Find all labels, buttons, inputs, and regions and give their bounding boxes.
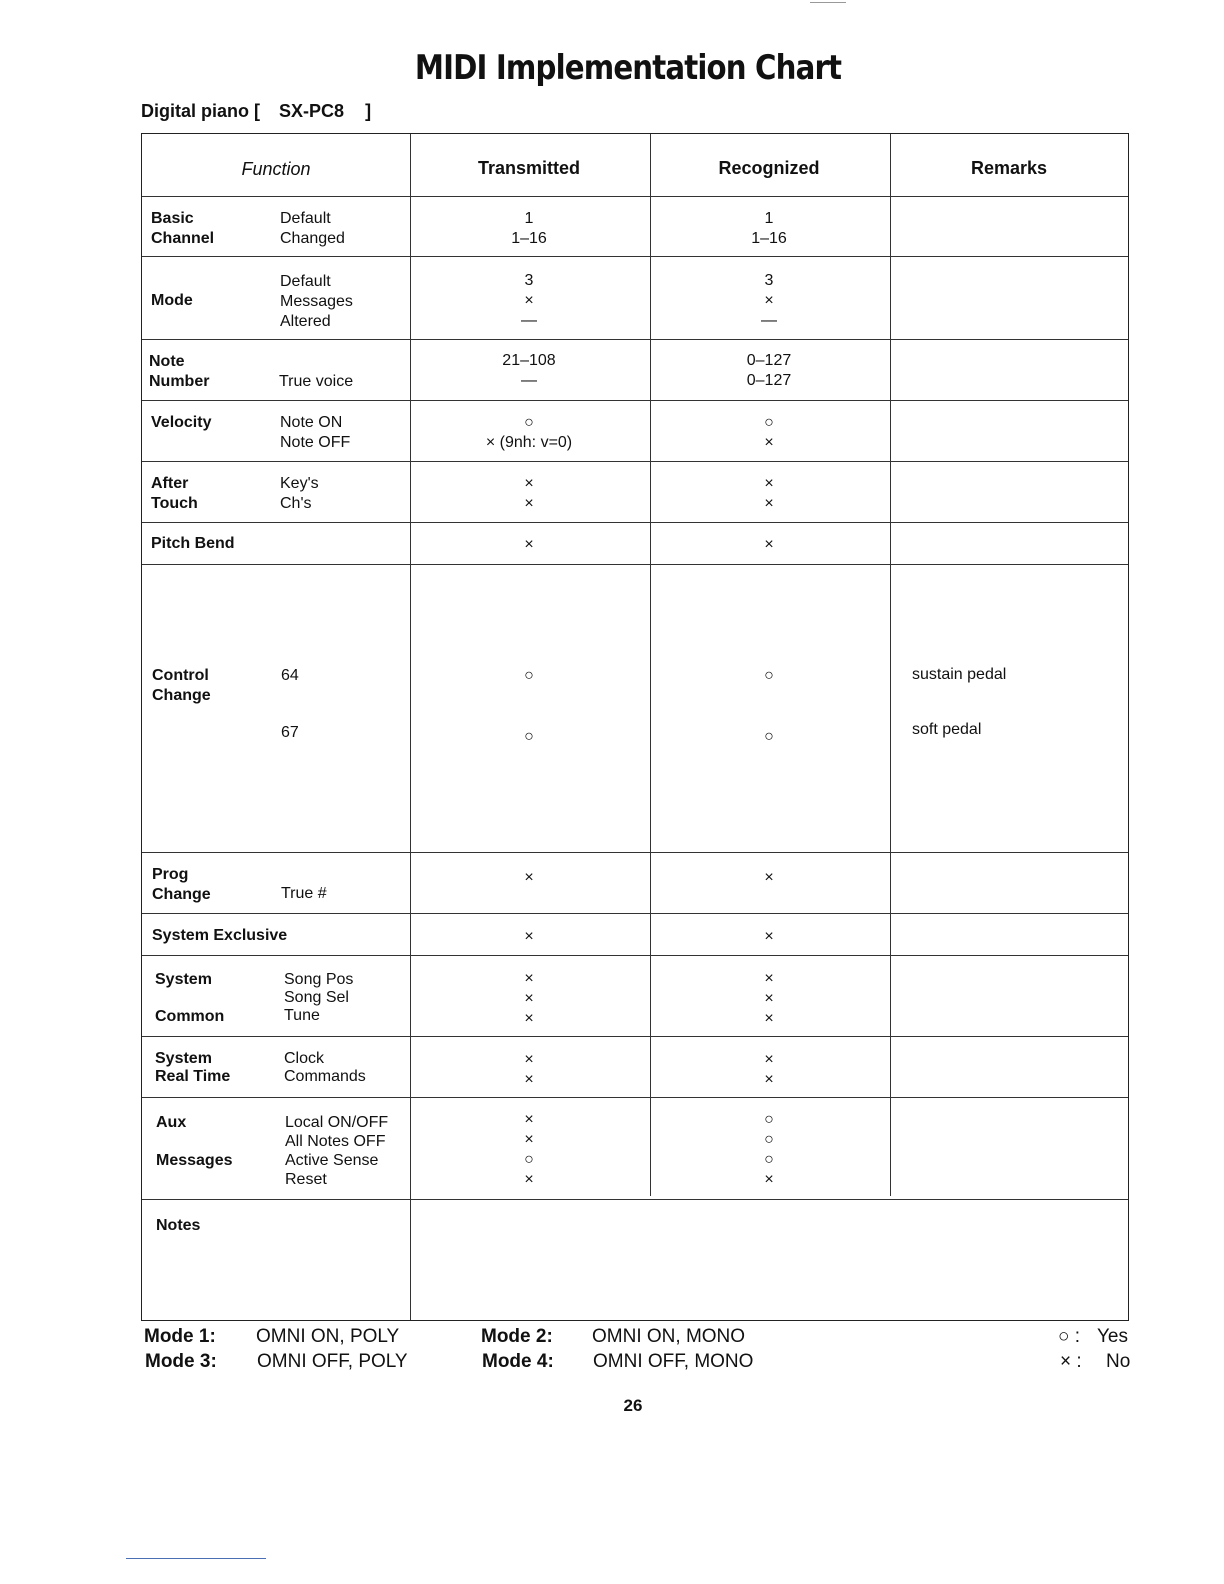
- sub-label: Song Pos: [284, 971, 354, 988]
- cell-value: ×: [524, 1131, 534, 1148]
- cell-value: ×: [764, 1051, 774, 1068]
- row-control-sub-67: 67: [281, 724, 299, 741]
- row-control-sub-64: 64: [281, 667, 299, 684]
- row-control-remark-67: soft pedal: [912, 721, 982, 738]
- row-syscommon-label-2: Common: [155, 1008, 225, 1025]
- row-basic-sub: [280, 209, 345, 249]
- row-mode-label: Mode: [151, 292, 193, 309]
- row-sysex-recognized: ×: [764, 928, 774, 945]
- scan-underline: [126, 1558, 266, 1559]
- sub-label: Clock: [284, 1050, 325, 1067]
- legend-mode3-label: Mode 3:: [145, 1351, 217, 1372]
- row-label-line: Touch: [151, 495, 198, 512]
- row-basic-recognized: [650, 209, 888, 249]
- cell-value: 1: [524, 210, 534, 227]
- row-divider: [142, 1036, 1128, 1037]
- row-aux-recognized: [650, 1110, 888, 1190]
- row-divider: [142, 256, 1128, 257]
- row-syscommon-recognized: [650, 969, 888, 1029]
- row-label-line: Note: [149, 353, 185, 370]
- row-mode-recognized: [650, 271, 888, 331]
- scan-mark: [810, 2, 846, 3]
- row-syscommon-sub: [284, 970, 353, 1026]
- row-divider: [142, 852, 1128, 853]
- header-recognized: Recognized: [718, 158, 820, 178]
- legend-mode3-value: OMNI OFF, POLY: [257, 1351, 408, 1372]
- sub-label: Altered: [280, 313, 331, 330]
- sub-label: Note ON: [280, 414, 343, 431]
- row-aftertouch-transmitted: [410, 474, 648, 514]
- cell-value: —: [521, 312, 537, 329]
- row-pitchbend-label: Pitch Bend: [151, 535, 235, 552]
- row-label-line: After: [151, 475, 189, 492]
- sub-label: Commands: [284, 1068, 366, 1085]
- cell-value: ×: [764, 1171, 774, 1188]
- legend-mode1-value: OMNI ON, POLY: [256, 1326, 400, 1347]
- sub-label: Song Sel: [284, 989, 349, 1006]
- legend-yes-symbol: ○ :: [1058, 1326, 1081, 1347]
- sub-label: Ch's: [280, 495, 312, 512]
- row-note-recognized: [650, 351, 888, 391]
- legend-mode4-value: OMNI OFF, MONO: [593, 1351, 754, 1372]
- row-pitchbend-transmitted: ×: [524, 536, 534, 553]
- cell-value: 0–127: [746, 352, 792, 369]
- cell-value: 1–16: [751, 230, 787, 247]
- sub-label: Tune: [284, 1007, 320, 1024]
- sub-label: Messages: [280, 293, 353, 310]
- row-syscommon-label-1: System: [155, 971, 212, 988]
- row-mode-sub: [280, 272, 353, 332]
- row-control-transmitted-64: ○: [524, 667, 534, 684]
- model-name: SX-PC8: [279, 101, 345, 121]
- sub-label: Default: [280, 273, 331, 290]
- cell-value: ×: [524, 475, 534, 492]
- row-realtime-label: [155, 1049, 230, 1087]
- cell-value: ○: [764, 414, 774, 431]
- row-label-line: Number: [149, 373, 210, 390]
- cell-value: ×: [764, 990, 774, 1007]
- cell-value: ○: [524, 1151, 534, 1168]
- header-transmitted: Transmitted: [477, 158, 581, 178]
- row-prog-sub: True #: [281, 885, 327, 902]
- row-note-sub: True voice: [279, 373, 354, 390]
- subtitle: [141, 101, 371, 122]
- legend-no-text: No: [1106, 1351, 1131, 1372]
- row-label-line: Change: [152, 687, 211, 704]
- row-label-line: Real Time: [155, 1068, 231, 1085]
- row-basic-transmitted: [410, 209, 648, 249]
- legend-mode2-label: Mode 2:: [481, 1326, 553, 1347]
- row-note-label: [149, 352, 209, 392]
- row-aux-sub: [285, 1113, 388, 1190]
- cell-value: ×: [524, 1071, 534, 1088]
- row-control-recognized-64: ○: [764, 667, 774, 684]
- cell-value: 3: [764, 272, 774, 289]
- row-velocity-transmitted: [410, 413, 648, 453]
- cell-value: ×: [524, 1051, 534, 1068]
- subtitle-prefix: Digital piano [: [141, 101, 260, 121]
- row-aux-label-1: Aux: [156, 1114, 187, 1131]
- row-control-recognized-67: ○: [764, 728, 774, 745]
- subtitle-suffix: ]: [365, 101, 372, 121]
- cell-value: × (9nh: v=0): [485, 434, 573, 451]
- sub-label: Active Sense: [285, 1152, 379, 1169]
- row-divider: [142, 1097, 1128, 1098]
- row-divider: [142, 955, 1128, 956]
- cell-value: ×: [764, 1010, 774, 1027]
- cell-value: ×: [524, 970, 534, 987]
- row-divider: [142, 461, 1128, 462]
- midi-chart-table: [141, 133, 1129, 1321]
- legend-yes-text: Yes: [1097, 1326, 1128, 1347]
- cell-value: 1–16: [511, 230, 547, 247]
- cell-value: ×: [524, 292, 534, 309]
- row-prog-recognized: ×: [764, 869, 774, 886]
- row-label-line: Channel: [151, 230, 215, 247]
- legend-mode1-label: Mode 1:: [144, 1326, 216, 1347]
- row-notes-label: Notes: [156, 1217, 201, 1234]
- sub-label: Changed: [280, 230, 345, 247]
- row-prog-label: [152, 865, 211, 905]
- cell-value: ×: [764, 434, 774, 451]
- row-pitchbend-recognized: ×: [764, 536, 774, 553]
- row-velocity-recognized: [650, 413, 888, 453]
- cell-value: ○: [764, 1111, 774, 1128]
- page-title: MIDI Implementation Chart: [414, 48, 842, 88]
- row-realtime-transmitted: [410, 1050, 648, 1090]
- row-syscommon-transmitted: [410, 969, 648, 1029]
- row-realtime-recognized: [650, 1050, 888, 1090]
- cell-value: ○: [764, 1131, 774, 1148]
- cell-value: —: [521, 372, 537, 389]
- cell-value: ×: [524, 1010, 534, 1027]
- row-divider: [142, 400, 1128, 401]
- row-label-line: Basic: [151, 210, 194, 227]
- row-note-transmitted: [410, 351, 648, 391]
- legend-mode4-label: Mode 4:: [482, 1351, 554, 1372]
- cell-value: ○: [524, 414, 534, 431]
- row-label-line: Prog: [152, 866, 189, 883]
- row-sysex-label: System Exclusive: [152, 927, 288, 944]
- sub-label: Key's: [280, 475, 319, 492]
- row-divider-header: [142, 196, 1128, 197]
- row-aux-transmitted: [410, 1110, 648, 1190]
- row-prog-transmitted: ×: [524, 869, 534, 886]
- row-label-line: System: [155, 1050, 212, 1067]
- cell-value: ×: [524, 495, 534, 512]
- row-aux-label-2: Messages: [156, 1152, 233, 1169]
- row-control-label: [152, 666, 211, 706]
- cell-value: ×: [524, 1111, 534, 1128]
- sub-label: Note OFF: [280, 434, 351, 451]
- cell-value: ×: [764, 495, 774, 512]
- cell-value: ×: [524, 990, 534, 1007]
- cell-value: ×: [524, 1171, 534, 1188]
- cell-value: ×: [764, 292, 774, 309]
- cell-value: —: [761, 312, 777, 329]
- cell-value: ×: [764, 475, 774, 492]
- row-aftertouch-label: [151, 474, 198, 514]
- cell-value: 21–108: [502, 352, 556, 369]
- row-label-line: Change: [152, 886, 211, 903]
- sub-label: Default: [280, 210, 331, 227]
- header-function: Function: [241, 159, 311, 179]
- sub-label: Reset: [285, 1171, 327, 1188]
- row-realtime-sub: [284, 1049, 366, 1087]
- row-basic-label: [151, 209, 214, 249]
- cell-value: 3: [524, 272, 534, 289]
- row-aftertouch-recognized: [650, 474, 888, 514]
- row-divider: [142, 339, 1128, 340]
- row-divider: [142, 522, 1128, 523]
- row-label-line: Control: [152, 667, 209, 684]
- sub-label: Local ON/OFF: [285, 1114, 389, 1131]
- cell-value: ×: [764, 1071, 774, 1088]
- cell-value: 1: [764, 210, 774, 227]
- header-remarks: Remarks: [970, 158, 1048, 178]
- row-aftertouch-sub: [280, 474, 319, 514]
- sub-label: All Notes OFF: [285, 1133, 386, 1150]
- row-divider: [142, 913, 1128, 914]
- row-control-remark-64: sustain pedal: [912, 666, 1007, 683]
- row-velocity-sub: [280, 413, 350, 453]
- cell-value: ×: [764, 970, 774, 987]
- row-divider: [142, 1199, 1128, 1200]
- cell-value: ○: [764, 1151, 774, 1168]
- row-velocity-label: Velocity: [151, 414, 212, 431]
- cell-value: 0–127: [746, 372, 792, 389]
- row-divider: [142, 564, 1128, 565]
- row-sysex-transmitted: ×: [524, 928, 534, 945]
- page-number: 26: [623, 1396, 643, 1415]
- row-control-transmitted-67: ○: [524, 728, 534, 745]
- legend-mode2-value: OMNI ON, MONO: [592, 1326, 746, 1347]
- legend-no-symbol: × :: [1060, 1351, 1082, 1372]
- row-mode-transmitted: [410, 271, 648, 331]
